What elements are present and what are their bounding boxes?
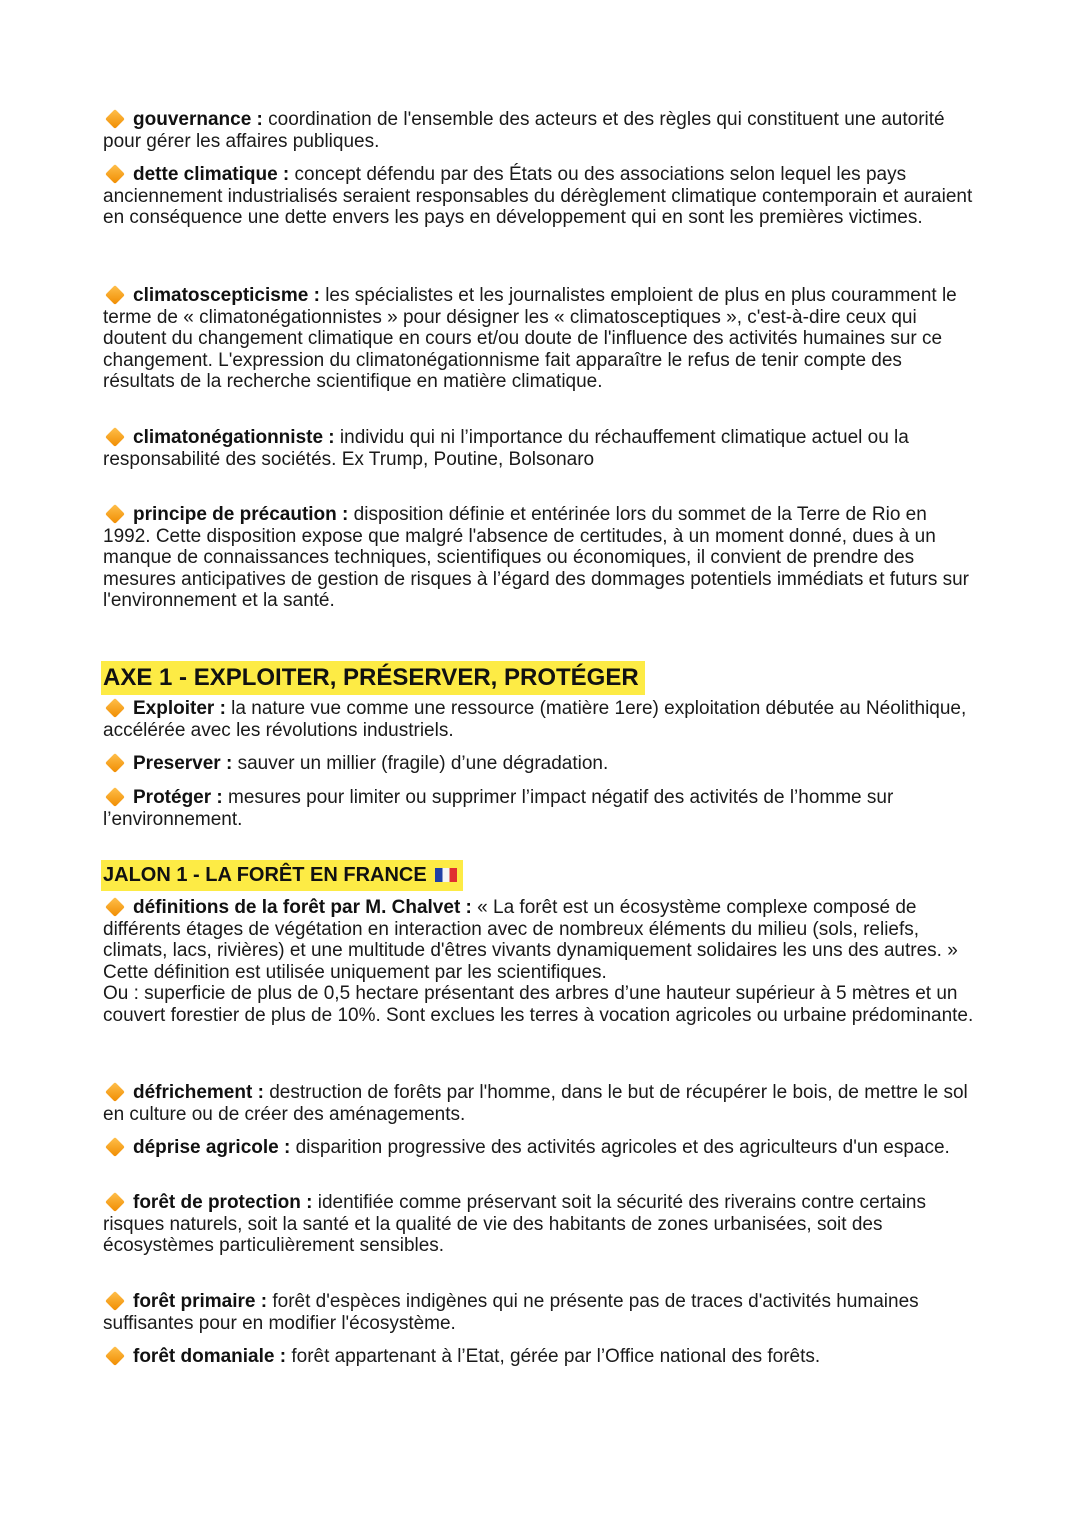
diamond-icon — [105, 285, 125, 305]
diamond-icon — [105, 787, 125, 807]
term: Exploiter : — [133, 698, 226, 719]
term: principe de précaution : — [133, 504, 349, 525]
diamond-icon — [105, 1346, 125, 1366]
term: déprise agricole : — [133, 1137, 291, 1158]
term: défrichement : — [133, 1082, 264, 1103]
definition: disparition progressive des activités agricoles et des agriculteurs d'un espace. — [290, 1137, 950, 1158]
term: forêt domaniale : — [133, 1346, 287, 1367]
definition-foret-protection — [103, 1192, 978, 1257]
term: climatonégationniste : — [133, 427, 335, 448]
diamond-icon — [105, 1291, 125, 1311]
term: dette climatique : — [133, 164, 290, 185]
jalon-heading — [101, 860, 463, 891]
definition-climatonegationniste — [103, 427, 978, 470]
definition-gouvernance — [103, 109, 978, 152]
diamond-icon — [105, 109, 125, 129]
definition-preserver — [103, 753, 978, 775]
term: forêt primaire : — [133, 1291, 268, 1312]
diamond-icon — [105, 753, 125, 773]
term: Protéger : — [133, 787, 223, 808]
definition: disposition définie et entérinée lors du sommet de la Terre de Rio en 1992. Cette disposition expose que malgré l'absence de certitudes, à un moment donné, dues à un manque de connaissances techniques, scientifiques ou économiques, il convient de prendre des mesures anticipatives de gestion de risques à l’égard des dommages potentiels immédiats et futurs sur l'environnement et la santé. — [103, 504, 969, 612]
diamond-icon — [105, 164, 125, 184]
jalon-title: JALON 1 - LA FORÊT EN FRANCE — [103, 864, 427, 886]
definition: mesures pour limiter ou supprimer l’impact négatif des activités de l’homme sur l’environnement. — [103, 787, 894, 830]
definition-deprise-agricole — [103, 1137, 978, 1159]
term: définitions de la forêt par M. Chalvet : — [133, 897, 472, 918]
definition-exploiter — [103, 698, 978, 741]
term: gouvernance : — [133, 109, 263, 130]
definition-climatoscepticisme — [103, 285, 978, 393]
diamond-icon — [105, 1192, 125, 1212]
definition-foret-domaniale — [103, 1346, 978, 1368]
definition: identifiée comme préservant soit la sécurité des riverains contre certains risques naturels, soit la santé et la qualité de vie des habitants de zones urbanisées, soit des écosystèmes particulièrement sensibles. — [103, 1192, 927, 1257]
definition: destruction de forêts par l'homme, dans le but de récupérer le bois, de mettre le sol en culture ou de créer des aménagements. — [103, 1082, 968, 1125]
diamond-icon — [105, 1137, 125, 1157]
definition-foret-primaire — [103, 1291, 978, 1334]
diamond-icon — [105, 1082, 125, 1102]
diamond-icon — [105, 897, 125, 917]
definition-alt: Ou : superficie de plus de 0,5 hectare présentant des arbres d’une hauteur supérieur à 5 mètres et un couvert forestier de plus de 10%. Sont exclues les terres à vocation agricoles ou urbaine prédominante. — [103, 983, 974, 1026]
definition-proteger — [103, 787, 978, 830]
term: climatoscepticisme : — [133, 285, 320, 306]
definition: sauver un millier (fragile) d’une dégradation. — [232, 753, 609, 774]
definition: forêt d'espèces indigènes qui ne présente pas de traces d'activités humaines suffisantes pour en modifier l'écosystème. — [103, 1291, 919, 1334]
definition: concept défendu par des États ou des associations selon lequel les pays anciennement industrialisés seraient responsables du dérèglement climatique contemporain et auraient en conséquence une dette envers les pays en développement qui en sont les premières victimes. — [103, 164, 973, 229]
term: Preserver : — [133, 753, 233, 774]
definition: « La forêt est un écosystème complexe composé de différents étages de végétation en interaction avec de nombreux éléments du milieu (sols, reliefs, climats, lacs, rivières) et une multitude d'êtres vivants dynamiquement solidaires les uns des autres. » Cette définition est utilisée uniquement par les scientifiques. — [103, 897, 958, 983]
definition-principe-precaution — [103, 504, 978, 612]
term: forêt de protection : — [133, 1192, 313, 1213]
diamond-icon — [105, 504, 125, 524]
definition: forêt appartenant à l’Etat, gérée par l’Office national des forêts. — [286, 1346, 821, 1367]
france-flag-icon — [435, 868, 457, 882]
diamond-icon — [105, 427, 125, 447]
definition-foret-chalvet — [103, 897, 978, 1027]
definition: individu qui ni l’importance du réchauffement climatique actuel ou la responsabilité des sociétés. Ex Trump, Poutine, Bolsonaro — [103, 427, 909, 470]
diamond-icon — [105, 698, 125, 718]
axe-heading: AXE 1 - EXPLOITER, PRÉSERVER, PROTÉGER — [101, 661, 645, 695]
definition-defrichement — [103, 1082, 978, 1125]
definition: la nature vue comme une ressource (matière 1ere) exploitation débutée au Néolithique, accélérée avec les révolutions industriels. — [103, 698, 967, 741]
definition-dette-climatique — [103, 164, 978, 229]
definition: coordination de l'ensemble des acteurs et des règles qui constituent une autorité pour gérer les affaires publiques. — [103, 109, 945, 152]
definition: les spécialistes et les journalistes emploient de plus en plus couramment le terme de « climatonégationnistes » pour désigner les « climatosceptiques », c'est-à-dire ceux qui doutent du changement climatique en cours et/ou doute de l'influence des activités humaines sur ce changement. L'expression du climatonégationnisme fait apparaître le refus de tenir compte des résultats de la recherche scientifique en matière climatique. — [103, 285, 957, 393]
